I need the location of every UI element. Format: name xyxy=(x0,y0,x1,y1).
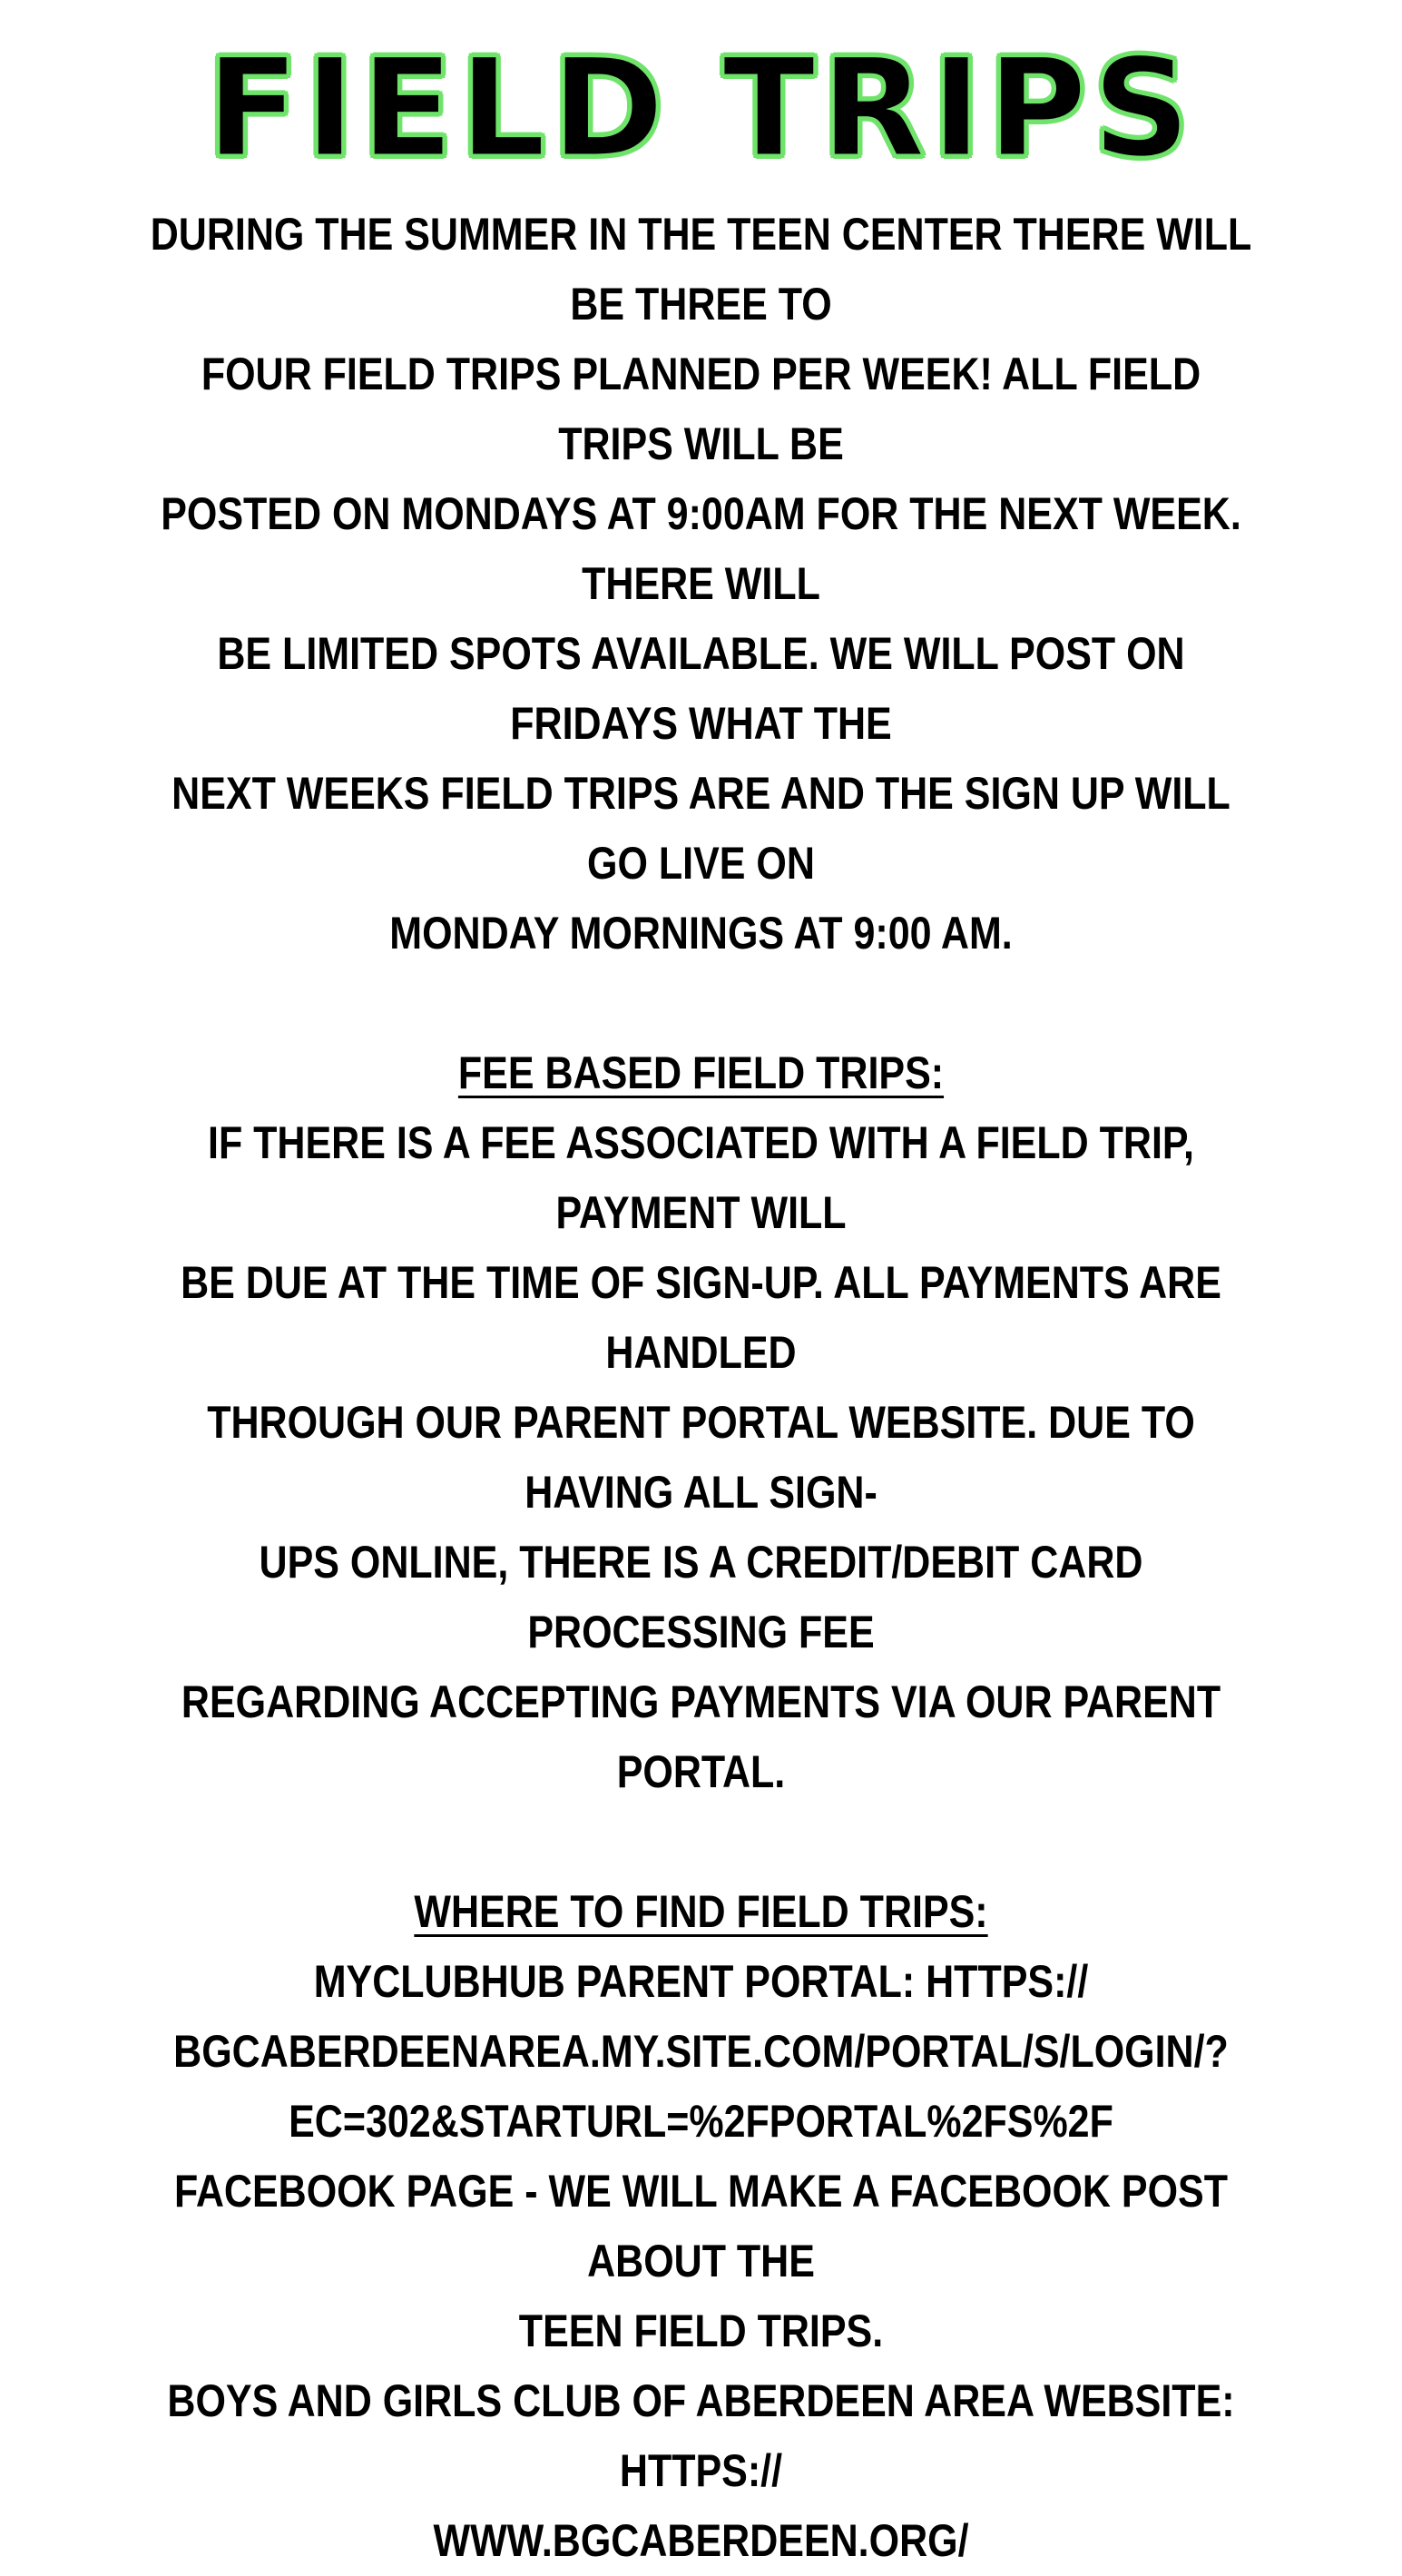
find-line: BOYS AND GIRLS CLUB OF ABERDEEN AREA WEBSITE: HTTPS:// xyxy=(167,2375,1235,2496)
find-line: TEEN FIELD TRIPS. xyxy=(518,2306,884,2356)
find-line: EC=302&STARTURL=%2FPORTAL%2FS%2F xyxy=(289,2096,1113,2147)
intro-line: MONDAY MORNINGS AT 9:00 AM. xyxy=(389,908,1013,959)
find-line: FACEBOOK PAGE - WE WILL MAKE A FACEBOOK POST ABOUT THE xyxy=(173,2166,1229,2286)
page-title: FIELD TRIPS xyxy=(206,30,1196,188)
intro-line: NEXT WEEKS FIELD TRIPS ARE AND THE SIGN UP WILL GO LIVE ON xyxy=(172,768,1230,889)
fee-line: REGARDING ACCEPTING PAYMENTS VIA OUR PARENT PORTAL. xyxy=(181,1676,1221,1797)
find-line: WWW.BGCABERDEEN.ORG/ xyxy=(433,2515,969,2566)
fee-paragraph xyxy=(145,1108,1258,1807)
intro-paragraph xyxy=(145,200,1258,968)
find-line: BGCABERDEENAREA.MY.SITE.COM/PORTAL/S/LOGIN/? xyxy=(173,2026,1229,2077)
intro-line: BE LIMITED SPOTS AVAILABLE. WE WILL POST ON FRIDAYS WHAT THE xyxy=(217,628,1185,749)
fee-line: THROUGH OUR PARENT PORTAL WEBSITE. DUE TO HAVING ALL SIGN- xyxy=(207,1397,1195,1518)
intro-line: POSTED ON MONDAYS AT 9:00AM FOR THE NEXT WEEK. THERE WILL xyxy=(161,488,1241,609)
find-line: MYCLUBHUB PARENT PORTAL: HTTPS:// xyxy=(313,1956,1089,2007)
intro-line: DURING THE SUMMER IN THE TEEN CENTER THERE WILL BE THREE TO xyxy=(150,209,1252,329)
fee-line: UPS ONLINE, THERE IS A CREDIT/DEBIT CARD PROCESSING FEE xyxy=(259,1537,1143,1657)
fee-line: BE DUE AT THE TIME OF SIGN-UP. ALL PAYMENTS ARE HANDLED xyxy=(181,1257,1221,1378)
intro-line: FOUR FIELD TRIPS PLANNED PER WEEK! ALL FIELD TRIPS WILL BE xyxy=(201,349,1201,469)
find-section-heading: WHERE TO FIND FIELD TRIPS: xyxy=(414,1886,988,1937)
fee-line: IF THERE IS A FEE ASSOCIATED WITH A FIELD TRIP, PAYMENT WILL xyxy=(207,1117,1194,1238)
flyer-body xyxy=(145,200,1258,2576)
fee-section-heading: FEE BASED FIELD TRIPS: xyxy=(457,1047,945,1098)
find-paragraph xyxy=(145,1947,1258,2576)
